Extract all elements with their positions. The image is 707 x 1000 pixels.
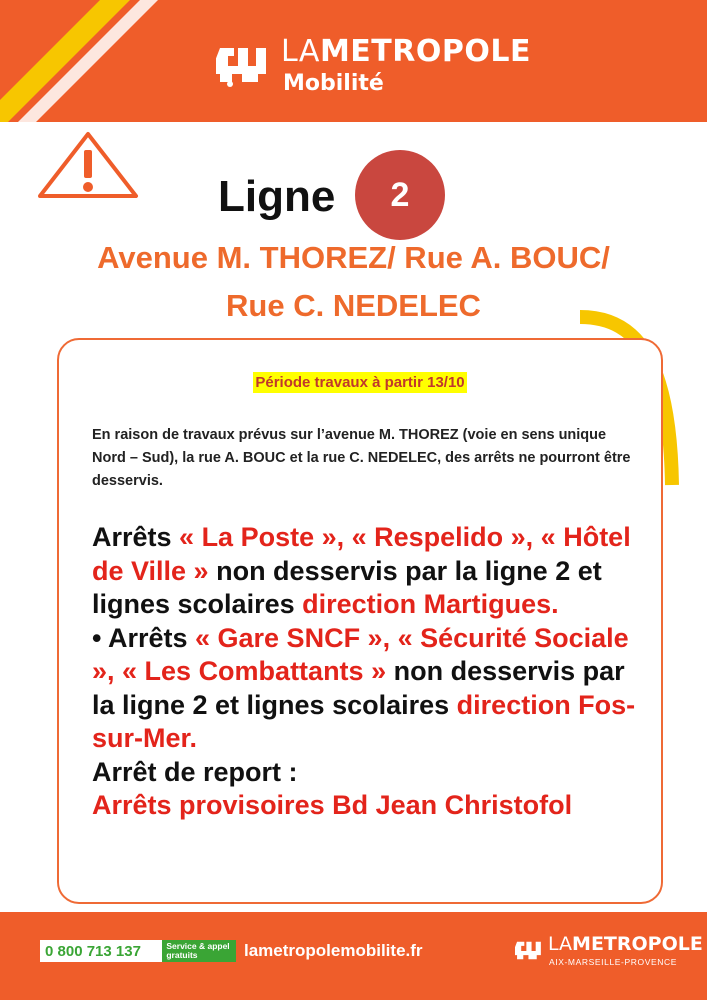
warning-icon [36,130,140,202]
metropole-logo-icon [216,40,274,88]
p2-middle: non desservis par la ligne 2 et lignes scolaires [92,656,625,720]
phone-box [40,940,236,962]
brand-name [281,34,531,70]
p2-prefix: • Arrêts [92,622,195,653]
service-tag-line-2: gratuits [166,950,198,960]
street-line-2: Rue C. NEDELEC [226,288,481,323]
website-link[interactable]: lametropolemobilite.fr [244,941,423,960]
brand-name-bold: METROPOLE [319,34,531,69]
p1-prefix: Arrêts [92,522,180,552]
header-banner [0,0,707,122]
metropole-footer-logo-icon [515,937,545,963]
line-number-badge: 2 [355,150,445,240]
period-text: Période travaux à partir 13/10 [255,374,465,391]
footer-bar [0,912,707,1000]
footer-brand-light: LA [548,933,573,955]
footer-brand [548,933,703,955]
paragraph-fos [92,622,652,756]
brand-subtitle: Mobilité [283,71,384,96]
report-label: Arrêt de report : [92,756,298,787]
brand-name-light: LA [281,34,320,69]
service-tag [162,940,236,962]
ligne-label: Ligne [218,172,336,221]
intro-paragraph: En raison de travaux prévus sur l’avenue M. THOREZ (voie en sens unique Nord – Sud), la rue A. BOUC et la rue C. NEDELEC, des arrêts ne pourront être desservis. [92,427,631,489]
footer-region: AIX-MARSEILLE-PROVENCE [549,957,677,967]
notice-box [57,338,663,904]
p2-direction: direction Fos-sur-Mer. [92,689,636,753]
service-tag-line-1: Service & appel [166,941,230,951]
report-value: Arrêts provisoires Bd Jean Christofol [92,790,573,820]
p1-middle: non desservis par la ligne 2 et lignes scolaires [92,555,602,619]
p2-stops: « Gare SNCF », « Sécurité Sociale », « Les Combattants » [92,622,629,686]
diagonal-stripes-decoration [0,0,200,122]
footer-brand-bold: METROPOLE [572,933,703,955]
p1-direction: direction Martigues. [302,589,559,619]
street-line-1: Avenue M. THOREZ/ Rue A. BOUC/ [97,240,610,275]
period-banner [59,374,661,392]
phone-number: 0 800 713 137 [45,942,141,960]
stops-details [92,521,652,823]
p1-stops: « La Poste », « Respelido », « Hôtel de Ville » [92,522,631,586]
paragraph-martigues [92,521,652,622]
